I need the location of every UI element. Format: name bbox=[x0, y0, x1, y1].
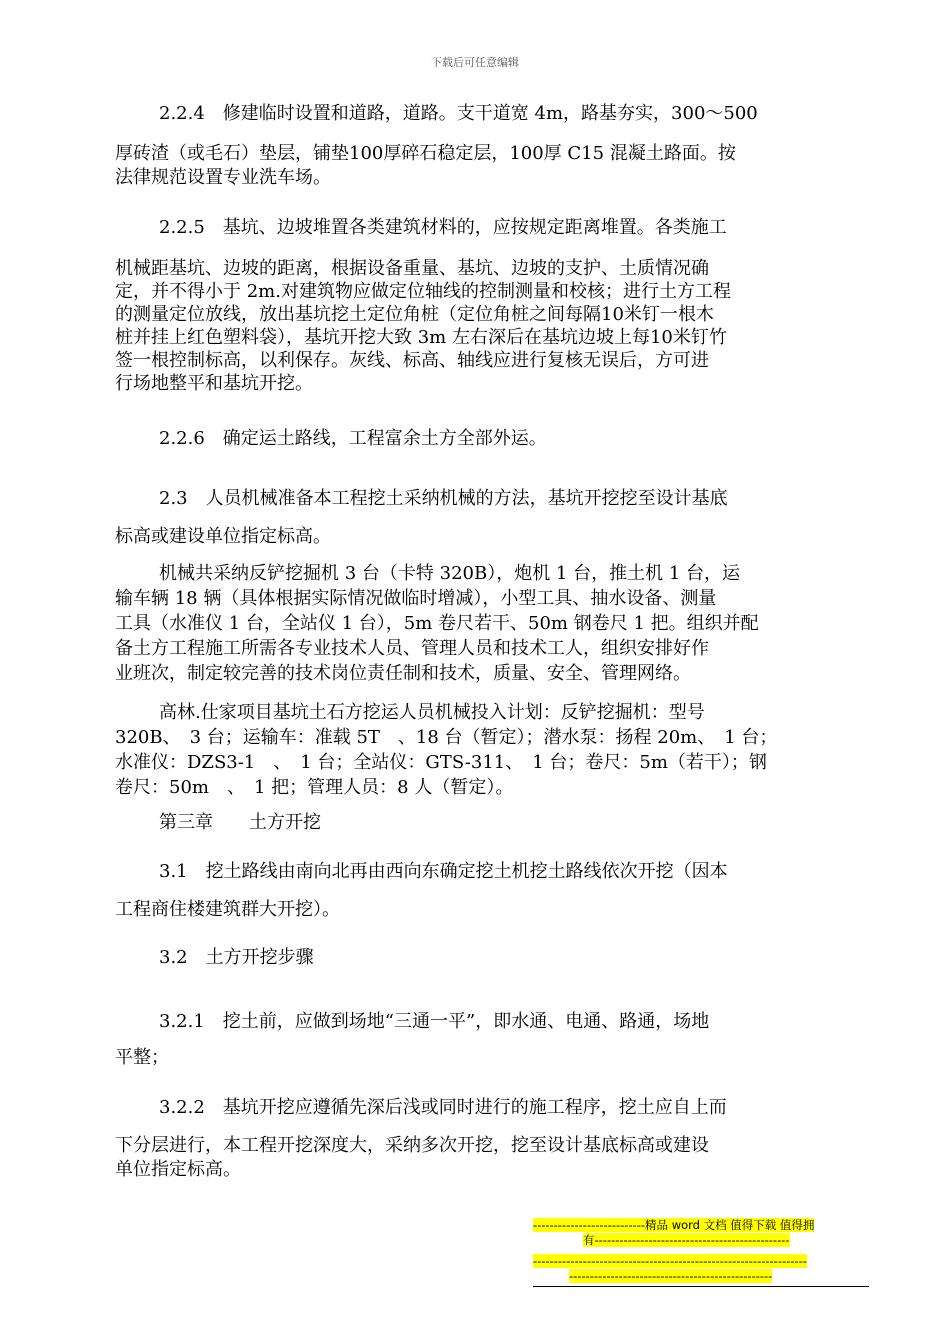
text-line: 下分层进行，本工程开挖深度大，采纳多次开挖，挖至设计基底标高或建设 bbox=[115, 1135, 709, 1156]
text-line: 工程商住楼建筑群大开挖）。 bbox=[115, 899, 340, 920]
footer-line-1 bbox=[533, 1218, 869, 1233]
footer-rule bbox=[533, 1286, 869, 1287]
text-line: 3.2.1 挖土前，应做到场地“三通一平”，即水通、电通、路通，场地 bbox=[159, 1011, 710, 1032]
text-line: 2.2.6 确定运土路线，工程富余土方全部外运。 bbox=[159, 428, 547, 449]
footer-text: ---------------------------精品 word 文档 值得下载 值得拥 bbox=[533, 1218, 815, 1232]
footer-text: 有----------------------------------------------- bbox=[583, 1233, 790, 1247]
footer-line-3 bbox=[533, 1254, 869, 1269]
footer-text: ------------------------------------------------- bbox=[569, 1269, 773, 1283]
text-line: 法律规范设置专业洗车场。 bbox=[115, 167, 331, 188]
text-line: 定，并不得小于 2m.对建筑物应做定位轴线的控制测量和校核；进行土方工程 bbox=[115, 281, 731, 302]
header-note: 下载后可任意编辑 bbox=[431, 56, 519, 69]
text-line: 单位指定标高。 bbox=[115, 1159, 241, 1180]
text-line: 机械共采纳反铲挖掘机 3 台（卡特 320B），炮机 1 台，推土机 1 台，运 bbox=[159, 563, 740, 584]
text-line: 平整； bbox=[115, 1047, 169, 1068]
text-line: 桩并挂上红色塑料袋），基坑开挖大致 3m 左右深后在基坑边坡上每10米钉竹 bbox=[115, 327, 727, 348]
text-line: 厚砖渣（或毛石）垫层，铺垫100厚碎石稳定层，100厚 C15 混凝土路面。按 bbox=[115, 143, 736, 164]
text-line: 行场地整平和基坑开挖。 bbox=[115, 373, 313, 394]
text-line: 2.2.4 修建临时设置和道路，道路。支干道宽 4m，路基夯实，300～500 bbox=[159, 103, 758, 124]
text-line: 的测量定位放线，放出基坑挖土定位角桩（定位角桩之间每隔10米钉一根木 bbox=[115, 304, 714, 325]
text-line: 工具（水准仪 1 台，全站仪 1 台），5m 卷尺若干、50m 钢卷尺 1 把。组织并配 bbox=[115, 613, 759, 634]
text-line: 水准仪：DZS3-1 、 1 台；全站仪：GTS-311、 1 台；卷尺：5m（若干）；钢 bbox=[115, 752, 767, 773]
text-line: 320B、 3 台；运输车：准载 5T 、18 台（暂定）；潜水泵：扬程 20m、 1 台； bbox=[115, 727, 778, 748]
footer-text: ------------------------------------------------------------------ bbox=[533, 1254, 807, 1268]
footer-watermark bbox=[533, 1218, 869, 1287]
footer-line-2 bbox=[533, 1233, 869, 1248]
chapter-title: 第三章 土方开挖 bbox=[159, 812, 321, 833]
text-line: 3.2.2 基坑开挖应遵循先深后浅或同时进行的施工程序，挖土应自上而 bbox=[159, 1097, 727, 1118]
text-line: 3.1 挖土路线由南向北再由西向东确定挖土机挖土路线依次开挖（因本 bbox=[159, 861, 728, 882]
text-line: 标高或建设单位指定标高。 bbox=[115, 526, 331, 547]
text-line: 高林.仕家项目基坑土石方挖运人员机械投入计划：反铲挖掘机：型号 bbox=[159, 702, 705, 723]
text-line: 2.2.5 基坑、边坡堆置各类建筑材料的，应按规定距离堆置。各类施工 bbox=[159, 217, 727, 238]
text-line: 卷尺：50m 、 1 把；管理人员：8 人（暂定）。 bbox=[115, 777, 514, 798]
text-line: 签一根控制标高，以利保存。灰线、标高、轴线应进行复核无误后，方可进 bbox=[115, 350, 709, 371]
text-line: 备土方工程施工所需各专业技术人员、管理人员和技术工人，组织安排好作 bbox=[115, 638, 709, 659]
footer-line-4 bbox=[533, 1269, 869, 1284]
text-line: 2.3 人员机械准备本工程挖土采纳机械的方法，基坑开挖挖至设计基底 bbox=[159, 488, 728, 509]
text-line: 输车辆 18 辆（具体根据实际情况做临时增减），小型工具、抽水设备、测量 bbox=[115, 588, 717, 609]
text-line: 业班次，制定较完善的技术岗位责任制和技术，质量、安全、管理网络。 bbox=[115, 663, 691, 684]
text-line: 机械距基坑、边坡的距离，根据设备重量、基坑、边坡的支护、土质情况确 bbox=[115, 258, 709, 279]
text-line: 3.2 土方开挖步骤 bbox=[159, 947, 314, 968]
